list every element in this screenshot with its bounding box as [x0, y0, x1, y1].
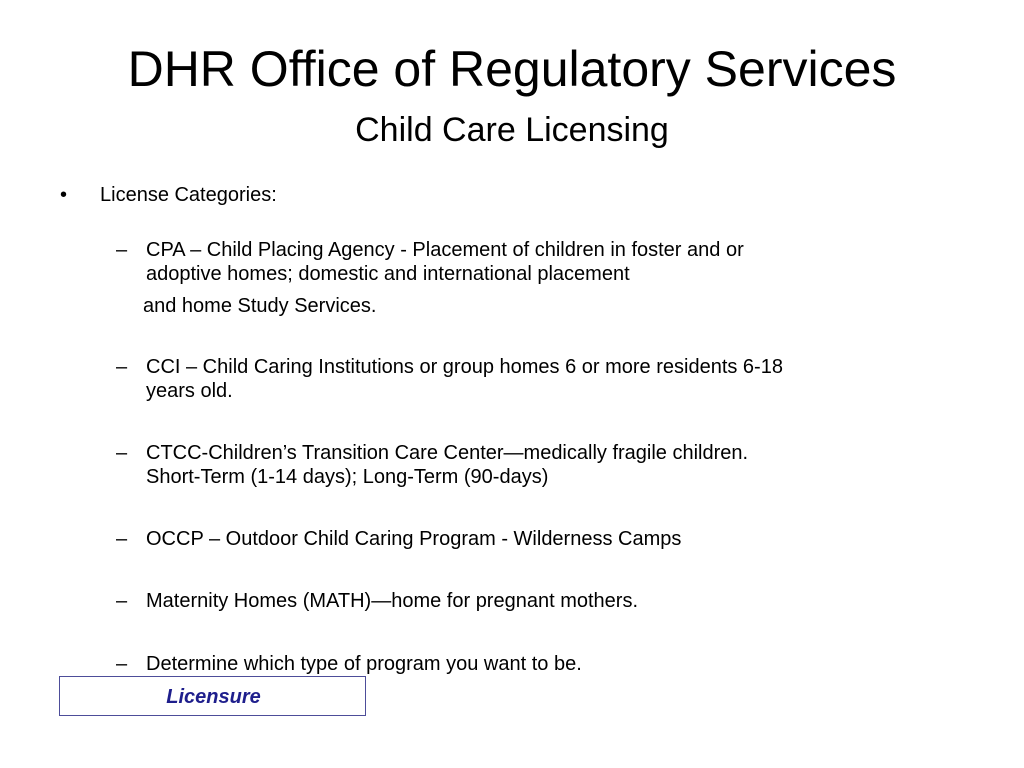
- dash-icon: –: [116, 653, 128, 675]
- list-item-line: years old.: [146, 380, 233, 402]
- list-item-line: adoptive homes; domestic and international placement: [146, 263, 630, 285]
- dash-icon: –: [116, 442, 128, 464]
- dash-icon: –: [116, 356, 128, 378]
- list-item-line: OCCP – Outdoor Child Caring Program - Wilderness Camps: [146, 528, 682, 550]
- slide-subtitle: Child Care Licensing: [355, 111, 669, 149]
- bullet-heading: License Categories:: [100, 184, 277, 206]
- list-item-line: CCI – Child Caring Institutions or group homes 6 or more residents 6-18: [146, 356, 783, 378]
- list-item-line: Short-Term (1-14 days); Long-Term (90-days): [146, 466, 549, 488]
- list-item-line: CTCC-Children’s Transition Care Center—medically fragile children.: [146, 442, 749, 464]
- slide-title: DHR Office of Regulatory Services: [127, 41, 897, 97]
- dash-icon: –: [116, 528, 128, 550]
- list-item-continuation: and home Study Services.: [143, 295, 377, 317]
- list-item-line: Determine which type of program you want to be.: [146, 653, 582, 675]
- footer-label: Licensure: [166, 686, 261, 708]
- dash-icon: –: [116, 239, 128, 261]
- footer-box: [59, 676, 366, 716]
- dash-icon: –: [116, 590, 128, 612]
- bullet-dot-icon: •: [60, 184, 68, 206]
- list-item-line: Maternity Homes (MATH)—home for pregnant mothers.: [146, 590, 639, 612]
- list-item-line: CPA – Child Placing Agency - Placement of children in foster and or: [146, 239, 744, 261]
